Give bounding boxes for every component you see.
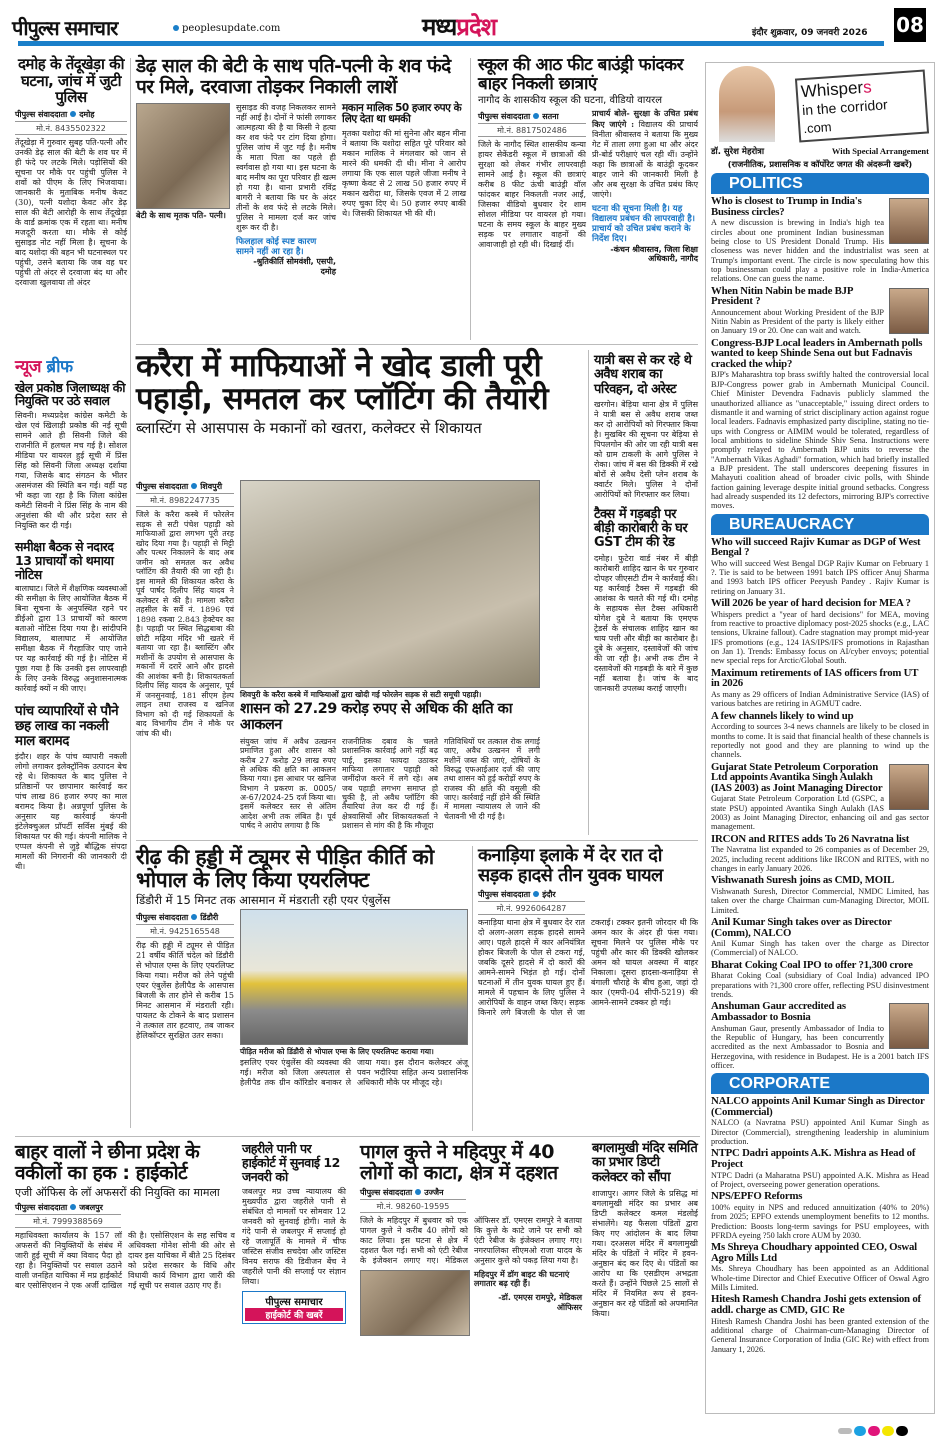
whisper-item bbox=[711, 286, 929, 336]
subheading: मकान मालिक 50 हजार रुपए के लिए देता था धमकी bbox=[342, 101, 462, 126]
registration-marks bbox=[838, 1426, 908, 1436]
headline: बगलामुखी मंदिर समिति का प्रभार डिप्टी कलेक्टर को सौंपा bbox=[592, 1141, 698, 1185]
whisper-body: As many as 29 officers of Indian Administrative Service (IAS) of various batches are retiring in AGMUT cadre. bbox=[711, 689, 929, 709]
header-rule bbox=[18, 41, 884, 46]
whisper-item bbox=[711, 338, 929, 511]
whisper-headline: NALCO appoints Anil Kumar Singh as Director (Commercial) bbox=[711, 1095, 925, 1118]
columnist-photo bbox=[719, 66, 775, 142]
whisper-body: The Navratna list expanded to 26 companies as of December 29, 2025, including recent additions like IRCON and RITES, with no changes in early January 2026. bbox=[711, 845, 929, 873]
whisper-item bbox=[711, 1242, 929, 1292]
brief-title: यात्री बस से कर रहे थे अवैध शराब का परिवहन, दो अरेस्ट bbox=[594, 353, 692, 397]
whisper-headline: Congress-BJP Local leaders in Ambernath polls wanted to keep Shinde Sena out but Fadnavis cracked the whip? bbox=[711, 336, 923, 370]
newspaper-logo[interactable]: पीपुल्स समाचार bbox=[12, 16, 118, 40]
whisper-body: Who will succeed West Bengal DGP Rajiv Kumar on February 1 ?. Tie is said to be between 1991 batch IPS officer Anuj Sharma and 1993 batch IPS officer Peeyush Pandey . Rajiv Kumar is retiring on January 31. bbox=[711, 558, 929, 596]
dog-bite-story: पागल कुत्ते ने महिदपुर में 40 लोगों को काटा, क्षेत्र में दहशत पीपुल्स संवाददाता उज्जैन मो.नं. 98260-19595 जिले के महिदपुर में बुधवार को एक पागल कुत्ते ने करीब 40 लोगों को काट लिया। इस घटना से क्षेत्र में दहशत फैल गई। सभी को एंटी रेबीज के इंजेक्शन लगाए गए। मेडिकल ऑफिसर डॉ. एमएस रामपुरे ने बताया कि कुत्ते के काटे जाने पर सभी को एंटी रेबीज के इंजेक्शन लगाए गए। नगरपालिका सीएमओ राजा यादव के अनुसार कुत्ते को पकड़ लिया गया है। महिदपुर में डॉग बाइट की घटनाएं लगातार बढ़ रही हैं। -डॉ. एमएस रामपुरे, मेडिकल ऑफिसर bbox=[360, 1142, 582, 1336]
damoh-story-left bbox=[15, 56, 127, 288]
whispers-column bbox=[705, 62, 935, 1414]
byline: पीपुल्स संवाददाता इंदौर bbox=[478, 889, 585, 902]
brief-title: पांच व्यापारियों से पौने छह लाख का नकली माल बरामद bbox=[15, 703, 119, 750]
whisper-item bbox=[711, 196, 929, 284]
subheadline: एजी ऑफिस के लॉ अफसरों की नियुक्ति का मामला bbox=[15, 1185, 220, 1199]
headline: जहरीले पानी पर हाईकोर्ट में सुनवाई 12 जनवरी को bbox=[242, 1141, 340, 1184]
whisper-body: Announcement about Working President of the BJP Nitin Nabin as President of the party is likely either on January 19 or 20. One can wait and watch. bbox=[711, 307, 884, 336]
portrait-photo bbox=[889, 1003, 929, 1049]
whisper-headline: Maximum retirements of IAS officers from UT in 2026 bbox=[711, 666, 919, 690]
section-header-bureaucracy: BUREAUCRACY bbox=[711, 514, 929, 535]
whisper-headline: Gujarat State Petroleum Corporation Ltd appoints Avantika Singh Aulakh (IAS 2003) as Joint Managing Director bbox=[711, 760, 883, 794]
brief-title: समीक्षा बैठक से नदारद 13 प्राचार्यों को थमाया नोटिस bbox=[15, 539, 114, 582]
kicker-headline: दमोह के तेंदूखेड़ा की घटना, जांच में जुटी पुलिस bbox=[17, 55, 125, 106]
whisper-body: BJP's Maharashtra top brass swiftly halted the controversial local BJP-Congress power grab in Ambernath Municipal Council. Chief Minister Devendra Fadnavis publicly slammed the unauthorized alliance as "unacceptable," issuing direct orders to dismantle it and warning of strict disciplinary action against rogue local leaders. Fadnavis emphasized party discipline, stating no tie-ups with Congress or AIMIM would be tolerated, regardless of local ambitions to sideline Shinde Shiv Sena. Instructions were promptly relayed to Ambernath BJP units to reverse the "Ambernath Vikas Aghadi" formation, which had briefly installed a BJP president. The stall underscores deepening fissures in Mahayuti coalition ahead of broader civic polls, with Shinde faction gaining leverage despite initial ground setbacks. Congress had already suspended its 12 defectors, mirroring BJP's corrective moves. bbox=[711, 370, 929, 511]
side-briefs: यात्री बस से कर रहे थे अवैध शराब का परिवहन, दो अरेस्ट खरगोन। बेड़िया थाना क्षेत्र में पुलिस ने यात्री बस से अवैध शराब जब्त कर दो आरोपियों को गिरफ्तार किया है। मुखबिर की सूचना पर बेड़िया से पिपलगोन की ओर जा रही यात्री बस को ग्राम टाकली के आगे पुलिस ने रोका। जांच में बस की डिक्की में रखे बोरों से अवैध देसी प्लेन शराब के क्वार्टर मिले। पुलिस ने दोनों आरोपियों को गिरफ्तार कर लिया। टैक्स में गड़बड़ी पर बीड़ी कारोबारी के घर GST टीम की रेड दमोह। फुटेरा वार्ड नंबर में बीड़ी कारोबारी शाहिद खान के घर गुरुवार दोपहर जीएसटी टीम ने कार्रवाई की। यह कार्रवाई टैक्स में गड़बड़ी की आशंका के चलते की गई थी। दमोह के सहायक सेल टैक्स अधिकारी योगेश दुबे ने बताया कि एमएफ ट्रेडर्स के संचालक शाहिद खान का चाय पत्ती और बीड़ी का कारोबार है। दुबे के अनुसार, दस्तावेजों की जांच की जा रही है। अभी तक टीम ने दस्तावेजों की गड़बड़ी के बारे में कुछ नहीं बताया है। जांच के बाद जानकारी उपलब्ध कराई जाएगी। bbox=[594, 353, 698, 693]
airlift-headline: रीढ़ की हड्डी में ट्यूमर से पीड़ित कीर्ति को भोपाल के लिए किया एयरलिफ्ट bbox=[136, 845, 434, 893]
whisper-body: Vishwanath Suresh, Director Commercial, NMDC Limited, has taken over the charge Chairman cum-Managing Director, MOIL Limited. bbox=[711, 886, 929, 915]
byline: पीपुल्स संवाददाता दमोह bbox=[15, 109, 127, 122]
kanadia-story: कनाड़िया इलाके में देर रात दो सड़क हादसे तीन युवक घायल पीपुल्स संवाददाता इंदौर मो.नं. 9926064287 कनाड़िया थाना क्षेत्र में बुधवार देर रात दो अलग-अलग सड़क हादसे सामने आए। पहले हादसे में कार अनियंत्रित होकर बिजली के पोल से टकरा गई, जबकि दूसरे हादसे में दो कारों की आमने-सामने भिड़ंत हो गई। दोनों घटनाओं में तीन युवक घायल हुए हैं। मामले में पहचान के लिए पुलिस ने आरोपियों के वाहन जब्त किए। सड़क किनारे लगे बिजली के पोल से जा टकराई। टक्कर इतनी जोरदार थी कि अमन कार के अंदर ही फंस गया। सूचना मिलने पर पुलिस मौके पर पहुंची और कार की डिक्की खोलकर अमन को घायल अवस्था में बाहर निकाला। दूसरा हादसा-कनाड़िया से बंगाली चौराहे के बीच हुआ, जहां दो कार (एमपी-04 सीपी-5219) की आमने-सामने टक्कर हो गई। bbox=[478, 845, 698, 1017]
section-title: मध्यप्रदेश bbox=[422, 13, 497, 41]
headline: पागल कुत्ते ने महिदपुर में 40 लोगों को काटा, क्षेत्र में दहशत bbox=[360, 1141, 558, 1184]
main-photo-block: शिवपुरी के करैरा कस्बे में माफियाओं द्वारा खोदी गई फोरलेन सड़क से सटी समूची पहाड़ी। शासन को 27.29 करोड़ रुपए से अधिक की क्षति का आकलन संयुक्त जांच में अवैध उत्खनन प्रमाणित हुआ और शासन को करीब 27 करोड़ 29 लाख रुपए से अधिक की क्षति का आकलन किया गया। इस आधार पर खनिज विभाग ने प्रकरण क्र. 0005/अ-67/2024-25 दर्ज किया था। इसमें कलेक्टर स्तर से अंतिम आदेश अभी तक लंबित है। पूर्व पार्षद ने आरोप लगाया है कि राजनीतिक दबाव के चलते प्रशासनिक कार्रवाई आगे नहीं बढ़ पाई, इसका फायदा उठाकर माफिया लगातार पहाड़ी को जमींदोज करने में लगे रहे। अब जब पहाड़ी लगभग समाप्त हो चुकी है, तो अवैध प्लॉटिंग की तैयारियां तेज कर दी गई हैं। क्षेत्रवासियों और शिकायतकर्ता ने प्रशासन से मांग की है कि मौजूदा गतिविधियों पर तत्काल रोक लगाई जाए, अवैध उत्खनन में लगी मशीनें जब्त की जाएं, दोषियों के विरुद्ध एफआईआर दर्ज की जाए तथा शासन को हुई करोड़ों रुपए के राजस्व की क्षति की वसूली की जाए। कार्रवाई नहीं होने की स्थिति में मामला न्यायालय ले जाने की चेतावनी भी दी गई है। bbox=[240, 480, 540, 830]
hill-excavation-photo bbox=[240, 480, 540, 688]
whisper-headline: NPS/EPFO Reforms bbox=[711, 1190, 803, 1203]
helicopter-photo bbox=[240, 909, 468, 1045]
whisper-headline: When Nitin Nabin be made BJP President ? bbox=[711, 284, 853, 308]
whisper-body: Gujarat State Petroleum Corporation Ltd (GSPC, a state PSU) appointed Avantika Singh Aulakh (IAS 2003) as Joint Managing Director, enhancing oil and gas sector management. bbox=[711, 794, 929, 832]
portrait-photo bbox=[889, 764, 929, 810]
tagline: (राजनीतिक, प्रशासनिक व कॉर्पोरेट जगत की अंदरूनी खबरें) bbox=[727, 159, 913, 169]
whisper-body: Bharat Coking Coal (subsidiary of Coal India) advanced IPO preparations with ?1,300 crore offer, reflecting PSU disinvestment trends. bbox=[711, 971, 929, 1000]
whisper-body: Ms. Shreya Choudhary has been appointed as an Additional Whole-time Director and Chief Executive Officer of Oswal Agro Mills Limited. bbox=[711, 1264, 929, 1293]
school-story: स्कूल की आठ फीट बाउंड्री फांदकर बाहर निकली छात्राएं नागौद के शासकीय स्कूल की घटना, वीडियो वायरल पीपुल्स संवाददाता सतना मो.नं. 8817502486 जिले के नागौद स्थित शासकीय कन्या हायर सेकेंडरी स्कूल में छात्राओं की सुरक्षा को लेकर गंभीर लापरवाही सामने आई है। स्कूल की छात्राएं करीब 8 फीट ऊंची बाउंड्री वॉल फांदकर बाहर निकलती नजर आईं, जिसका वीडियो बुधवार देर शाम सोशल मीडिया पर वायरल हो गया। घटना के समय स्कूल के बाहर मुख्य सड़क पर लगातार वाहनों की आवाजाही हो रही थी। दिखाई दीं। प्राचार्य बोले- सुरक्षा के उचित प्रबंध किए जाएंगे : विद्यालय की प्राचार्य विनीता श्रीवास्तव ने बताया कि मुख्य गेट में ताला लगा हुआ था और अंदर प्री-बोर्ड परीक्षाएं चल रही थीं। उन्होंने कहा कि छात्राओं के बाउंड्री कूदकर बाहर जाने की जानकारी मिली है और अब सुरक्षा के उचित प्रबंध किए जाएंगे। घटना की सूचना मिली है। यह विद्यालय प्रबंधन की लापरवाही है। प्राचार्य को उचित प्रबंध कराने के निर्देश दिए। -कंचन श्रीवास्तव, जिला शिक्षा अधिकारी, नागौद bbox=[478, 55, 698, 264]
byline: पीपुल्स संवाददाता सतना bbox=[478, 111, 586, 124]
whisper-headline: Anshuman Gaur accredited as Ambassador to Bosnia bbox=[711, 1000, 846, 1023]
brief-title: टैक्स में गड़बड़ी पर बीड़ी कारोबारी के घर GST टीम की रेड bbox=[594, 506, 688, 551]
subheadline: नागौद के शासकीय स्कूल की घटना, वीडियो वायरल bbox=[478, 95, 663, 107]
dog-photo bbox=[360, 1270, 470, 1336]
whisper-item bbox=[711, 762, 929, 832]
whisper-body: Whispers predict a "year of hard decisions" for MEA, moving from reactive to proactive diplomacy post-2025 shocks (e.g., LAC tensions, Ukraine fallout). Cadre stagnation may prompt mid-year IFS promotions (e.g., 124 IAS/IPS/IFS promotions in Rajasthan on Jan 1). Trends: Embassy focus on AI/cyber envoys; potential new special reps for Arctic/Global South. bbox=[711, 609, 929, 666]
whisper-body: 100% equity in NPS and reduced annuitization (40% to 20%) from 2025; EPFO extends unemployment benefits to 12 months. Prediction: Boosts long-term savings for PSU employees, with PFRDA eyeing ?50 lakh crore AUM by 2030. bbox=[711, 1202, 929, 1240]
whisper-item bbox=[711, 917, 929, 958]
highcourt-story: बाहर वालों ने छीना प्रदेश के वकीलों का हक : हाईकोर्ट एजी ऑफिस के लॉ अफसरों की नियुक्ति का मामला पीपुल्स संवाददाता जबलपुर मो.नं. 7999388569 महाधिवक्ता कार्यालय के 157 लॉ अफसरों की नियुक्तियों के संबंध में जारी हुई सूची में क्या विवाद पैदा हो रहा है। नियुक्तियों पर सवाल उठाने वाली जनहित याचिका में मप्र हाईकोर्ट बार एसोसिएशन ने एक अर्जी दाखिल की है। एसोसिएशन के सह सचिव व अधिवक्ता गोनेश सोनी की ओर से दायर इस याचिका में बीते 25 दिसंबर को प्रदेश सरकार के विधि और विधायी कार्य विभाग द्वारा जारी की गई सूची पर सवाल उठाए गए हैं। bbox=[15, 1141, 235, 1291]
whisper-item bbox=[711, 537, 929, 597]
whisper-body: Anil Kumar Singh has taken over the charge as Director (Commercial) of NALCO. bbox=[711, 939, 929, 958]
whispers-logo: Whispers in the corridor .com bbox=[795, 70, 929, 143]
mobile-number: मो.नं. 8817502486 bbox=[478, 125, 586, 137]
photo-caption: बेटी के साथ मृतक पति- पत्नी। bbox=[136, 210, 226, 220]
whisper-headline: Anil Kumar Singh takes over as Director (Comm), NALCO bbox=[711, 915, 892, 939]
headline-school: स्कूल की आठ फीट बाउंड्री फांदकर बाहर निकली छात्राएं bbox=[478, 55, 684, 94]
whisper-headline: NTPC Dadri appoints A.K. Mishra as Head of Project bbox=[711, 1147, 916, 1171]
story-body: तेंदूखेड़ा में गुरुवार सुबह पति-पत्नी और उनकी डेढ़ साल की बेटी के शव घर में ही फंदे पर लटके मिले। पड़ोसियों की सूचना पर मौके पर पहुंची पुलिस ने शवों को पीएम के लिए भिजवाया। जानकारी के मुताबिक मनीष केवट (30), पत्नी यशोदा केवट और डेढ़ साल की बेटी आरोही के साथ तेंदूखेड़ा के वार्ड क्रमांक एक में रहता था। मनीष मजदूरी करता था। मौके से कोई सुसाइड नोट नहीं मिला है। सूचना के बाद यशोदा की बहन भी घटनास्थल पर पहुंची, उसने बताया कि जब वह घर पहुंची तो अंदर से दरवाजा बंद था और दरवाजा खुलवाया तो अंदर bbox=[15, 137, 127, 287]
airlift-subheadline: डिंडौरी में 15 मिनट तक आसमान में मंडराती रही एयर एंबुलेंस bbox=[136, 893, 391, 908]
quote-author: -कंचन श्रीवास्तव, जिला शिक्षा अधिकारी, नागौद bbox=[610, 244, 698, 264]
photo-caption: शिवपुरी के करैरा कस्बे में माफियाओं द्वारा खोदी गई फोरलेन सड़क से सटी समूची पहाड़ी। bbox=[240, 690, 482, 699]
main-headline: करैरा में माफियाओं ने खोद डाली पूरी पहाड़ी, समतल कर प्लॉटिंग की तैयारी bbox=[136, 348, 549, 418]
whisper-body: A new discussion is brewing in India's high tea circles about one prominent Indian businessman being close to US President Donald Trump. His closeness was never hidden and the industrialist was seen at Trump's important event. The circle is now speculating how this top businessman could play a positive role in India-America relations. One can guess the name. bbox=[711, 218, 929, 284]
news-brief-title: न्यूज ब्रीफ bbox=[15, 357, 73, 377]
main-subheading: शासन को 27.29 करोड़ रुपए से अधिक की क्षति का आकलन bbox=[240, 701, 513, 733]
whisper-item bbox=[711, 711, 929, 760]
whispers-banner bbox=[711, 66, 929, 144]
portrait-photo bbox=[889, 288, 929, 334]
arrangement: With Special Arrangement bbox=[831, 146, 929, 156]
whisper-headline: Will 2026 be year of hard decision for MEA ? bbox=[711, 597, 911, 610]
whisper-item bbox=[711, 1096, 929, 1146]
pull-quote: घटना की सूचना मिली है। यह विद्यालय प्रबंधन की लापरवाही है। प्राचार्य को उचित प्रबंध कराने के निर्देश दिए। bbox=[592, 203, 696, 245]
highcourt-news-banner: पीपुल्स समाचार हाईकोर्ट की खबरें bbox=[242, 1291, 346, 1324]
pull-quote bbox=[236, 237, 336, 277]
whisper-item bbox=[711, 1001, 929, 1070]
brief-body: बालाघाट। जिले में शैक्षणिक व्यवस्थाओं की समीक्षा के लिए आयोजित बैठक में बिना सूचना के अनुपस्थित रहने पर डीईओ द्वारा 13 प्राचार्यों को कारण बताओ नोटिस दिया गया है। सांदीपनि विद्यालय, बालाघाट में आयोजित समीक्षा बैठक में गैरहाजिर पाए जाने पर यह कार्रवाई की गई है। नोटिस में पूछा गया है कि उनकी इस लापरवाही के लिए उनके विरुद्ध अनुशासनात्मक कार्रवाई क्यों न की जाए। bbox=[15, 584, 127, 694]
whisper-headline: Ms Shreya Choudhary appointed CEO, Oswal Agro Mills Ltd bbox=[711, 1241, 917, 1264]
temple-story: बगलामुखी मंदिर समिति का प्रभार डिप्टी कलेक्टर को सौंपा शाजापुर। आगर जिले के प्रसिद्ध मां बगलामुखी मंदिर का प्रभार अब डिप्टी कलेक्टर कमल मंडलोई संभालेंगे। यह फैसला पंडितों द्वारा किए गए आंदोलन के बाद लिया गया। दरअसल मंदिर में बगलामुखी मंदिर के पंडितों ने मंदिर में हवन-अनुष्ठान बंद कर दिए थे। पंडितों का आरोप था कि एसडीएम अभद्रता करते हैं। उन्होंने पिछले 25 सालों से मंदिर में नियमित रूप से हवन-अनुष्ठान कर रहे पंडितों को अपमानित किया। bbox=[592, 1141, 698, 1318]
headline: बाहर वालों ने छीना प्रदेश के वकीलों का हक : हाईकोर्ट bbox=[15, 1141, 200, 1184]
sub-story: मकान मालिक 50 हजार रुपए के लिए देता था धमकी मृतका यशोदा की मां सुनेना और बहन मीना ने बताया कि यशोदा सहित पूरे परिवार को मकान मालिक ने मंगलवार को जान से मारने की धमकी दी थी। मीना ने आरोप लगाया कि एक साल पहले जीजा मनीष ने कृष्णा केवट से 2 लाख 50 हजार रुपए में मकान खरीदा था, जिसके एवज में 2 लाख रुपए चुका दिए थे। 50 हजार रुपए बाकी थे। जिसकी शिकायत भी की थी। bbox=[342, 101, 466, 218]
kanadia-headline: कनाड़िया इलाके में देर रात दो सड़क हादसे तीन युवक घायल bbox=[478, 845, 663, 886]
whisper-headline: Who will succeed Rajiv Kumar as DGP of West Bengal ? bbox=[711, 535, 921, 559]
byline: पीपुल्स संवाददाता शिवपुरी bbox=[136, 481, 234, 494]
mobile-number: मो.नं. 9926064287 bbox=[478, 903, 585, 915]
website-url[interactable]: peoplesupdate.com bbox=[170, 23, 280, 34]
whisper-body: NALCO (a Navratna PSU) appointed Anil Kumar Singh as Director (Commercial), strengthening leadership in aluminium production. bbox=[711, 1118, 929, 1147]
section-header-politics: POLITICS bbox=[711, 173, 929, 194]
quote-text: फिलहाल कोई स्पष्ट कारण सामने नहीं आ रहा है। bbox=[236, 236, 317, 257]
whisper-item bbox=[711, 834, 929, 874]
columnist-name: डॉ. सुरेश मेहरोत्रा bbox=[711, 147, 765, 157]
whisper-headline: IRCON and RITES adds To 26 Navratna list bbox=[711, 832, 910, 845]
whisper-item bbox=[711, 1294, 929, 1354]
whisper-item bbox=[711, 875, 929, 915]
whisper-item bbox=[711, 1148, 929, 1189]
damoh-story bbox=[136, 56, 466, 276]
globe-icon bbox=[173, 25, 179, 31]
main-subheadline: ब्लास्टिंग से आसपास के मकानों को खतरा, कलेक्टर से शिकायत bbox=[136, 418, 482, 437]
story-body: सुसाइड की वजह निकलकर सामने नहीं आई है। दोनों ने फांसी लगाकर आत्महत्या की है या किसी ने हत्या कर शव फंदे पर टांग दिया होगा। पुलिस जांच में जुट गई है। मनीष के माता पिता का पहले ही स्वर्गवास हो गया था। इस घटना के बाद मनीष का पूरा परिवार ही खत्म हो गया है। थाना प्रभारी रविंद्र बागरी ने बताया कि घर के अंदर तीनों के शव फंदे से लटके मिले। पुलिस ने मामला दर्ज कर जांच शुरू कर दी है। bbox=[236, 102, 336, 232]
news-brief bbox=[15, 358, 127, 872]
whisper-item bbox=[711, 668, 929, 709]
whisper-body: Hitesh Ramesh Chandra Joshi has been granted extension of the additional charge of Chairman-cum-Managing Director of General Insurance Corporation of India (GIC Re) with effect from January 1, 2026. bbox=[711, 1316, 929, 1354]
airlift-story: रीढ़ की हड्डी में ट्यूमर से पीड़ित कीर्ति को भोपाल के लिए किया एयरलिफ्ट डिंडौरी में 15 मिनट तक आसमान में मंडराती रही एयर एंबुलेंस पीपुल्स संवाददाता डिंडौरी मो.नं. 9425165548 रीढ़ की हड्डी में ट्यूमर से पीड़ित 21 वर्षीय कीर्ति चंदेल को डिंडौरी से भोपाल एम्स के लिए एयरलिफ्ट किया गया। मरीज को लेने पहुंची एयर एंबुलेंस हेलीपैड के आसपास बिजली के तार होने से करीब 15 मिनट आसमान में मंडराती रही। पायलट के टोकने के बाद प्रशासन ने तत्काल तार हटवाए, तब जाकर हेलिकॉप्टर सुरक्षित उतर सका। पीड़ित मरीज को डिंडौरी से भोपाल एम्स के लिए एयरलिफ्ट कराया गया। इसलिए एयर एंबुलेंस की व्यवस्था की गई। मरीज को जिला अस्पताल से हेलीपैड तक ग्रीन कॉरिडोर बनाकर ले जाया गया। इस दौरान कलेक्टर अंजू पवन भदौरिया सहित अन्य प्रशासनिक अधिकारी मौके पर मौजूद रहे। bbox=[136, 845, 468, 1088]
brief-body: इंदौर। शहर के पांच व्यापारी नकली लोगो लगाकर इलेक्ट्रॉनिक उत्पादन बेच रहे थे। शिकायत के बाद पुलिस ने प्रतिष्ठानों पर छापामार कार्रवाई कर पांच लाख 86 हजार रुपए का माल बरामद किया है। अन्नपूर्णा पुलिस के अनुसार यह कार्रवाई कंपनी इंटेलेक्चुअल प्रॉपर्टी सर्विस मुंबई की शिकायत पर की गई। कंपनी मालिक ने एप्पल कंपनी से जुड़े बौद्धिक संपदा मामलों की निगरानी की जानकारी दी थी। bbox=[15, 751, 127, 871]
family-photo bbox=[136, 103, 230, 209]
poison-water-story: जहरीले पानी पर हाईकोर्ट में सुनवाई 12 जनवरी को जबलपुर मप्र उच्च न्यायालय की मुख्यपीठ द्वारा जहरीले पानी से संबंधित दो मामलों पर सोमवार 12 जनवरी को सुनवाई होगी। नाले के गंदे पानी से जबलपुर में सप्लाई हो रहे जलापूर्ति के मामले में चीफ जस्टिस संजीव सचदेवा और जस्टिस विनय सराफ की डिवीजन बेंच ने जहरीले पानी की सप्लाई पर संज्ञान लिया। पीपुल्स समाचार हाईकोर्ट की खबरें bbox=[242, 1142, 346, 1324]
whisper-body: Anshuman Gaur, presently Ambassador of India to the Republic of Hungary, has been concurrently accredited as the next Ambassador to Bosnia and Herzegovina, with residence in Budapest. He is a 2001 batch IFS officer. bbox=[711, 1023, 929, 1070]
brief-body: सिवनी। मध्यप्रदेश कांग्रेस कमेटी के खेल एवं खिलाड़ी प्रकोष्ठ की नई सूची सामने आते ही सिवनी जिले की राजनीति में हलचल मच गई है। सोशल मीडिया पर वायरल हुई सूची में प्रिंस सिंह को सिवनी जिला अध्यक्ष दर्शाया गया, जिसके बाद संगठन के भीतर असमंजस की स्थिति बन गई। वहीं यह भी कहा जा रहा है कि जिला कांग्रेस कमेटी सिवनी ने प्रिंस सिंह के नाम की अनुशंसा की थी और प्रदेश स्तर से नियुक्ति कर दी गई। bbox=[15, 411, 127, 531]
whisper-item bbox=[711, 1191, 929, 1240]
photo-caption: पीड़ित मरीज को डिंडौरी से भोपाल एम्स के लिए एयरलिफ्ट कराया गया। bbox=[240, 1047, 434, 1057]
mobile-number: मो.नं. 9425165548 bbox=[136, 926, 234, 938]
whisper-headline: Bharat Coking Coal IPO to offer ?1,300 crore bbox=[711, 958, 913, 971]
whisper-headline: Hitesh Ramesh Chandra Joshi gets extension of addl. charge as CMD, GIC Re bbox=[711, 1293, 921, 1317]
whisper-body: According to sources 3-4 news channels are likely to be closed in months to come. It is said that financial health of these channels is reportedly not good and they are planning to wind up the channels. bbox=[711, 722, 929, 760]
page-number: 08 bbox=[894, 8, 926, 42]
headline-damoh: डेढ़ साल की बेटी के साथ पति-पत्नी के शव फंदे पर मिले, दरवाजा तोड़कर निकाली लाशें bbox=[136, 55, 451, 98]
whisper-headline: Vishwanath Suresh joins as CMD, MOIL bbox=[711, 874, 894, 887]
mobile-number: मो.नं. 8982247735 bbox=[136, 495, 234, 507]
whisper-item bbox=[711, 598, 929, 666]
mobile-number: मो.नं. 8435502322 bbox=[15, 123, 127, 135]
quote-author: -श्रुतिकीर्ति सोमवंशी, एसपी, दमोह bbox=[253, 257, 336, 276]
whisper-body: NTPC Dadri (a Maharatna PSU) appointed A.K. Mishra as Head of Project, overseeing power generation operations. bbox=[711, 1170, 929, 1189]
portrait-photo bbox=[889, 198, 929, 244]
brief-title: खेल प्रकोष्ठ जिलाध्यक्ष की नियुक्ति पर उठे सवाल bbox=[15, 379, 126, 409]
byline: पीपुल्स संवाददाता डिंडौरी bbox=[136, 912, 234, 925]
dateline: इंदौर शुक्रवार, 09 जनवरी 2026 bbox=[752, 28, 868, 38]
main-story-header bbox=[136, 350, 586, 437]
section-header-corporate: CORPORATE bbox=[711, 1073, 929, 1094]
whisper-item bbox=[711, 960, 929, 1000]
whisper-headline: Who is closest to Trump in India's Business circles? bbox=[711, 195, 862, 218]
whisper-headline: A few channels likely to wind up bbox=[711, 709, 854, 722]
